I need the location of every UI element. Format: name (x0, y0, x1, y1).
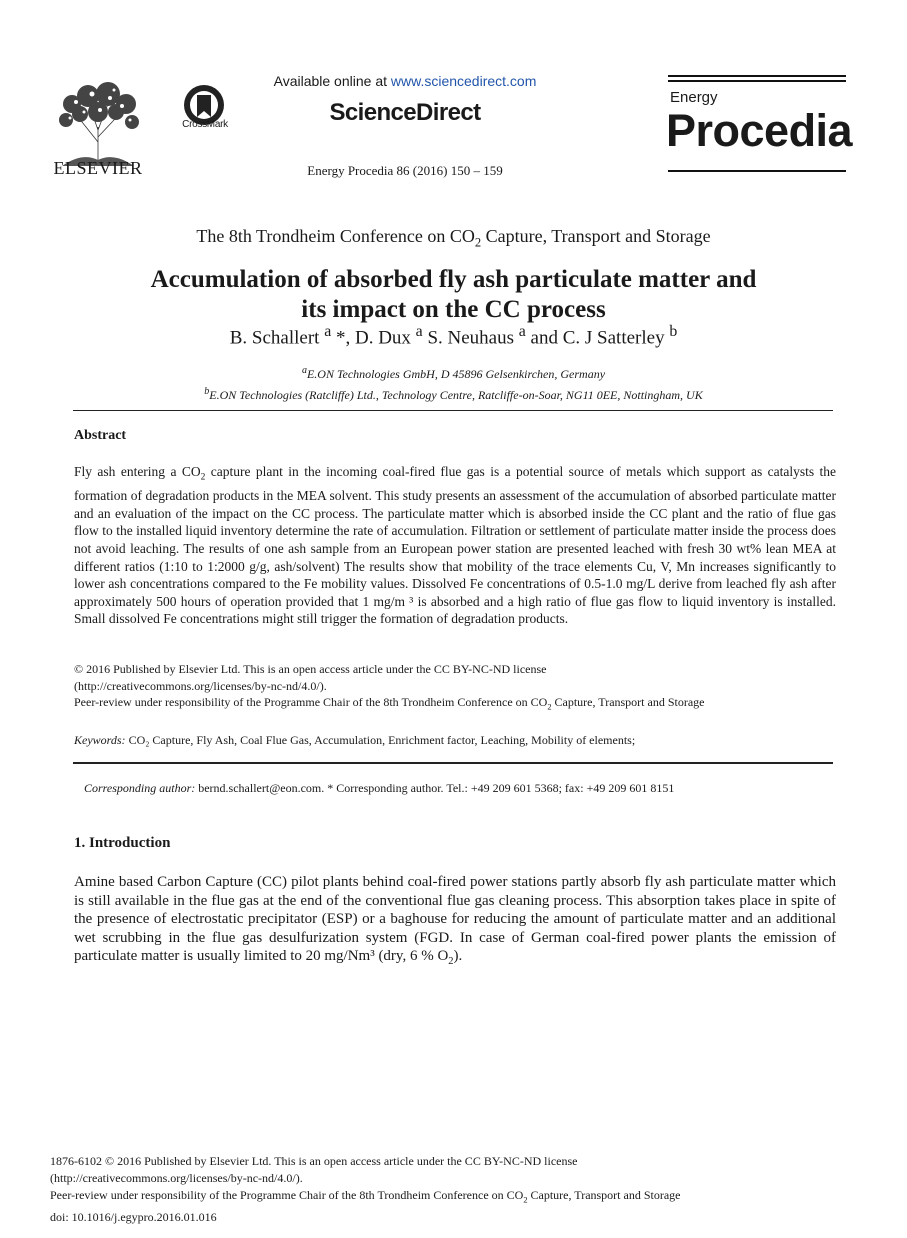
title-line-2: its impact on the CC process (301, 296, 606, 323)
journal-reference: Energy Procedia 86 (2016) 150 – 159 (307, 163, 503, 178)
footer-license-line: 1876-6102 © 2016 Published by Elsevier Ltd. This is an open access article under the CC BY-NC-ND license (50, 1154, 578, 1168)
corresponding-text: bernd.schallert@eon.com. * Corresponding author. Tel.: +49 209 601 5368; fax: +49 209 601 8151 (195, 781, 675, 795)
footer-doi[interactable]: doi: 10.1016/j.egypro.2016.01.016 (50, 1209, 217, 1224)
available-online-text: Available online at (273, 73, 391, 89)
footer-license-link[interactable]: (http://creativecommons.org/licenses/by-nc-nd/4.0/). (50, 1170, 303, 1185)
available-online-line (230, 73, 580, 89)
abstract-heading: Abstract (74, 428, 127, 443)
title-line-1: Accumulation of absorbed fly ash particulate matter and (150, 266, 757, 293)
affiliations (0, 362, 907, 404)
license-link[interactable]: (http://creativecommons.org/licenses/by-nc-nd/4.0/). (74, 678, 327, 693)
keywords (74, 733, 836, 748)
elsevier-wordmark: ELSEVIER (53, 158, 143, 178)
introduction-heading: 1. Introduction (74, 835, 171, 851)
corresponding-author (84, 781, 836, 796)
license-line: © 2016 Published by Elsevier Ltd. This is an open access article under the CC BY-NC-ND license (74, 662, 547, 676)
keywords-label: Keywords: (74, 733, 126, 747)
conference-name: The 8th Trondheim Conference on $CO_2$ Capture, Transport and Storage (196, 226, 711, 250)
energy-label: Energy (670, 89, 718, 106)
divider-keywords (73, 762, 833, 764)
procedia-wordmark: Procedia (666, 105, 853, 156)
abstract-text: Fly ash entering a $CO_2$ capture plant in the incoming coal-fired flue gas is a potential source of metals which support as catalysts the formation of degradation products in the MEA solvent. This study presents an assessment of the accumulation of absorbed particulate matter and an evaluation of the impact on the CC process. The particulate matter which is absorbed inside the CC plant and the ratio of flue gas flow to the installed liquid inventory determine the rate of accumulation. Filtration or settlement of particulate matter inside the process does not avoid leaching. The results of one ash sample from an European power station are presented leached with fresh 30 wt% lean MEA at different ratios (1:10 to 1:2000 g/g, ash/solvent) The results show that mobility of the trace elements Cu, V, Mn increases significantly to lower ash concentrations compared to the Fe mobility values. Dissolved Fe concentrations of 0.5-1.0 mg/L derive from leached fly ash after approximately 500 hours of operation provided that 1 mg/m ³ is absorbed and a high ratio of flue gas flow to liquid inventory is installed. Small dissolved Fe concentrations might still trigger the formation of degradation products. (74, 464, 836, 627)
procedia-bottom-rule (668, 170, 846, 172)
paper-title (0, 265, 907, 325)
peer-review-line: Peer-review under responsibility of the Programme Chair of the 8th Trondheim Conference on $CO_2$ Capture, Transport and Storage (74, 695, 705, 712)
affiliation-b: $^b$E.ON Technologies (Ratcliffe) Ltd., Technology Centre, Ratcliffe-on-Soar, NG11 0EE, Nottingham, UK (204, 386, 703, 402)
introduction-text: Amine based Carbon Capture (CC) pilot plants behind coal-fired power stations partly absorb fly ash particulate matter which is still available in the flue gas at the end of the conventional flue gas cleaning process. This absorption takes place in spite of the presence of electrostatic precipitator (ESP) or a baghouse for reducing the amount of particulate matter and an additional wet scrubbing in the flue gas desulfurization system (FGD. In case of German coal-fired power plants the emission of particulate matter is usually limited to 20 mg/Nm³ (dry, 6 % $O_2$). (74, 874, 836, 967)
license-block (74, 661, 836, 716)
sciencedirect-wordmark: ScienceDirect (329, 99, 481, 126)
corresponding-label: Corresponding author: (84, 781, 196, 795)
author-list: B. Schallert $^a$ *, D. Dux $^a$ S. Neuhaus $^a$ and C. J Satterley $^b$ (229, 323, 678, 349)
sciencedirect-link[interactable]: www.sciencedirect.com (390, 73, 537, 89)
footer-peer-review-line: Peer-review under responsibility of the Programme Chair of the 8th Trondheim Conference on $CO_2$ Capture, Transport and Storage (50, 1187, 681, 1204)
affiliation-a: $^a$E.ON Technologies GmbH, D 45896 Gelsenkirchen, Germany (301, 365, 606, 381)
procedia-top-rules (668, 75, 846, 85)
crossmark-label: CrossMark (182, 119, 228, 130)
divider-top (73, 410, 833, 411)
page-footer (50, 1153, 850, 1226)
keywords-text: CO₂ Capture, Fly Ash, Coal Flue Gas, Accumulation, Enrichment factor, Leaching, Mobility of elements; (125, 733, 636, 747)
